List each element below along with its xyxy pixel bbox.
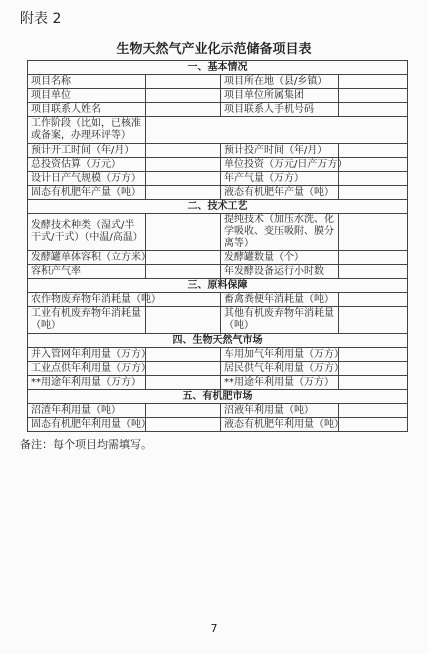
field-label: 项目单位所属集团 — [221, 89, 339, 103]
field-label: 液态有机肥年利用量（吨） — [221, 418, 339, 432]
field-value-cell[interactable] — [146, 404, 221, 418]
field-label: 其他有机废弃物年消耗量（吨） — [221, 307, 339, 334]
field-label: 并入管网年利用量（万方） — [28, 348, 146, 362]
project-form-table — [27, 60, 408, 432]
field-label: 车用加气年利用量（万方） — [221, 348, 339, 362]
form-title: 生物天然气产业化示范储备项目表 — [116, 42, 312, 57]
field-label: 固态有机肥年利用量（吨） — [28, 418, 146, 432]
field-value-cell[interactable] — [146, 89, 221, 103]
field-label: 项目名称 — [28, 75, 146, 89]
footnote: 备注：每个项目均需填写。 — [20, 438, 152, 451]
attachment-label: 附表 2 — [20, 11, 62, 27]
field-label: 预计开工时间（年/月） — [28, 144, 146, 158]
field-label: 农作物废弃物年消耗量（吨） — [28, 293, 146, 307]
field-label: 年产气量（万方） — [221, 172, 339, 186]
field-value-cell[interactable] — [146, 144, 221, 158]
field-label: 工业点供年利用量（万方） — [28, 362, 146, 376]
field-value-cell[interactable] — [146, 251, 221, 265]
field-value-cell[interactable] — [339, 186, 408, 200]
field-value-cell[interactable] — [339, 75, 408, 89]
field-label: **用途年利用量（万方） — [28, 376, 146, 390]
field-value-cell[interactable] — [146, 348, 221, 362]
field-label: 沼液年利用量（吨） — [221, 404, 339, 418]
field-value-cell[interactable] — [339, 293, 408, 307]
field-value-cell[interactable] — [339, 103, 408, 117]
field-value-cell[interactable] — [339, 362, 408, 376]
field-label: 提纯技术（加压水洗、化学吸收、变压吸附、膜分离等） — [221, 214, 339, 251]
field-value-cell[interactable] — [146, 362, 221, 376]
field-label: 预计投产时间（年/月） — [221, 144, 339, 158]
field-value-cell[interactable] — [339, 418, 408, 432]
field-label: 畜禽粪便年消耗量（吨） — [221, 293, 339, 307]
field-label: 工作阶段（比如，已核准或备案，办理环评等） — [28, 117, 146, 144]
field-value-cell[interactable] — [146, 214, 221, 251]
field-label: 固态有机肥年产量（吨） — [28, 186, 146, 200]
field-value-cell[interactable] — [146, 158, 221, 172]
field-label: 容积产气率 — [28, 265, 146, 279]
field-value-cell[interactable] — [146, 75, 221, 89]
field-label: 总投资估算（万元） — [28, 158, 146, 172]
field-value-cell[interactable] — [146, 103, 221, 117]
field-label: 发酵技术种类（湿式/半干式/干式）（中温/高温） — [28, 214, 146, 251]
field-value-cell[interactable] — [339, 251, 408, 265]
field-value-cell[interactable] — [339, 214, 408, 251]
field-label: 发酵罐数量（个） — [221, 251, 339, 265]
field-value-cell[interactable] — [339, 265, 408, 279]
field-value-cell[interactable] — [339, 172, 408, 186]
field-label: 项目单位 — [28, 89, 146, 103]
field-label: 项目联系人手机号码 — [221, 103, 339, 117]
field-value-cell[interactable] — [146, 117, 408, 144]
field-value-cell[interactable] — [146, 172, 221, 186]
section-title: 二、技术工艺 — [28, 200, 408, 214]
field-value-cell[interactable] — [339, 144, 408, 158]
field-value-cell[interactable] — [339, 376, 408, 390]
field-value-cell[interactable] — [339, 348, 408, 362]
field-value-cell[interactable] — [146, 265, 221, 279]
section-title: 一、基本情况 — [28, 61, 408, 75]
page-number: 7 — [210, 622, 218, 635]
field-value-cell[interactable] — [339, 404, 408, 418]
field-label: 单位投资（万元/日产万方） — [221, 158, 339, 172]
field-value-cell[interactable] — [339, 158, 408, 172]
field-value-cell[interactable] — [146, 186, 221, 200]
field-label: **用途年利用量（万方） — [221, 376, 339, 390]
field-label: 设计日产气规模（万方） — [28, 172, 146, 186]
field-value-cell[interactable] — [339, 89, 408, 103]
field-label: 发酵罐单体容积（立方米） — [28, 251, 146, 265]
field-value-cell[interactable] — [146, 418, 221, 432]
field-label: 液态有机肥年产量（吨） — [221, 186, 339, 200]
field-label: 年发酵设备运行小时数 — [221, 265, 339, 279]
field-value-cell[interactable] — [339, 307, 408, 334]
section-title: 五、有机肥市场 — [28, 390, 408, 404]
field-label: 居民供气年利用量（万方） — [221, 362, 339, 376]
field-label: 沼渣年利用量（吨） — [28, 404, 146, 418]
field-label: 工业有机废弃物年消耗量（吨） — [28, 307, 146, 334]
field-label: 项目联系人姓名 — [28, 103, 146, 117]
field-label: 项目所在地（县/乡镇） — [221, 75, 339, 89]
section-title: 三、原料保障 — [28, 279, 408, 293]
field-value-cell[interactable] — [146, 376, 221, 390]
field-value-cell[interactable] — [146, 307, 221, 334]
section-title: 四、生物天然气市场 — [28, 334, 408, 348]
